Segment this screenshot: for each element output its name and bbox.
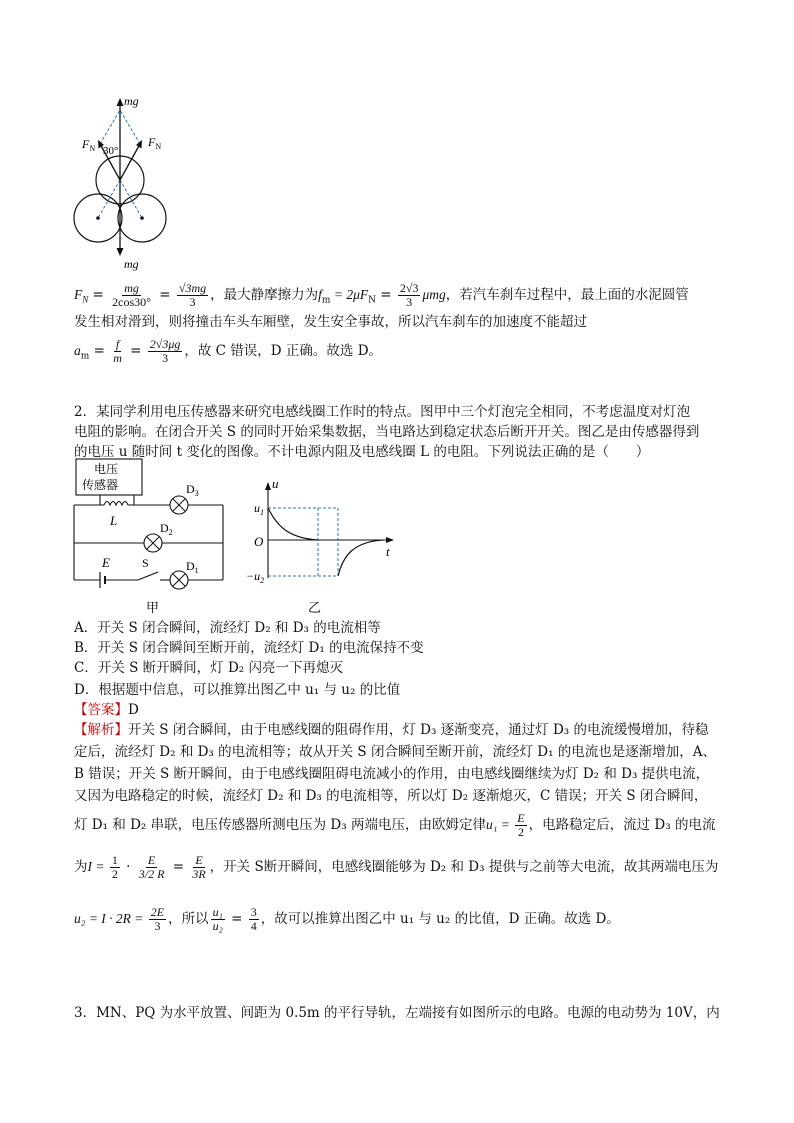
svg-text:S: S <box>142 556 149 570</box>
q3-stem: 3．MN、PQ 为水平放置、间距为 0.5m 的平行导轨，左端接有如图所示的电路。电源的电动势为 10V，内 <box>74 1005 720 1021</box>
curve-opening <box>338 540 383 576</box>
svg-text:O: O <box>254 534 264 549</box>
label-fn-right: $F_N$ <box>148 135 162 151</box>
q2-stem-1: 2．某同学利用电压传感器来研究电感线圈工作时的特点。图甲中三个灯泡完全相同，不考虑温度对灯泡 <box>74 404 691 420</box>
circuit-diagram <box>68 455 243 620</box>
q2-stem-2: 电阻的影响。在闭合开关 S 的同时开始采集数据，当电路达到稳定状态后断开开关。图乙是由传感器得到 <box>74 424 700 440</box>
label-fn-left: $F_N$ <box>82 137 96 153</box>
label-angle: 30° <box>103 145 119 157</box>
part1-line3: $a_m$ = $\frac{f}{m}$ = $\frac{2√3\mu g}{3}$ ，故 C 错误，D 正确。故选 D。 <box>74 337 383 365</box>
option-B[interactable]: B．开关 S 闭合瞬间至断开前，流经灯 D₁ 的电流保持不变 <box>74 640 424 656</box>
analysis-line-2: 定后，流经灯 D₂ 和 D₃ 的电流相等；故从开关 S 闭合瞬间至断开前，流经灯 D₁ 的电流也是逐渐增加，A、 <box>74 744 717 760</box>
label-jia: 甲 <box>146 600 160 615</box>
analysis-line-4: 又因为电路稳定的时候，流经灯 D₂ 和 D₃ 的电流相等，所以灯 D₂ 逐渐熄灭，C 错误；开关 S 闭合瞬间， <box>74 788 708 804</box>
svg-text:D3: $D_3$ <box>186 482 199 498</box>
force-diagram <box>62 90 192 275</box>
label-yi: 乙 <box>308 600 322 615</box>
svg-text:D1: $D_1$ <box>186 559 199 575</box>
inductor-L <box>104 502 128 506</box>
option-A[interactable]: A．开关 S 闭合瞬间，流经灯 D₂ 和 D₃ 的电流相等 <box>74 620 381 636</box>
label-mg-top: mg <box>124 94 139 108</box>
svg-text:E: E <box>102 555 110 570</box>
q2-stem-3: 的电压 u 随时间 t 变化的图像。不计电源内阻及电感线圈 L 的电阻。下列说法正确的是（ ） <box>74 444 650 460</box>
part1-line1: $F_N$ = $\frac{mg}{2\cos 30^\circ}$ = $\frac{√3mg}{3}$ ，最大静摩擦力为$f_m = 2\mu F_N$ = $\frac{2√3}{3}$ μmg，若汽车刹车过程中，最上面的水泥圆管 <box>74 281 689 309</box>
curve-closing <box>268 508 318 540</box>
option-C[interactable]: C．开关 S 断开瞬间，灯 D₂ 闪亮一下再熄灭 <box>74 660 343 676</box>
svg-text:−u2: $-u_2$ <box>246 569 265 585</box>
switch-S <box>138 572 158 580</box>
svg-text:u: u <box>272 476 279 491</box>
svg-text:u1: $u_1$ <box>254 501 264 517</box>
analysis-line-7: u₂ = I · 2R = $\frac{2E}{3}$ ，所以 $\frac{\text{u₁}}{\text{u₂}}$ = $\frac{3}{4}$ ，故可以推算出图乙中 u₁ 与 u₂ 的比值，D 正确。故选 D。 <box>74 905 620 933</box>
ut-graph <box>248 478 398 618</box>
answer-tag: 【答案】 <box>74 702 128 718</box>
option-D[interactable]: D．根据题中信息，可以推算出图乙中 u₁ 与 u₂ 的比值 <box>74 682 401 698</box>
svg-text:D2: $D_2$ <box>160 521 173 537</box>
analysis-line-6: 为I = $\frac{1}{2}$ · $\frac{E}{3/2 R}$ = $\frac{E}{3R}$ ，开关 S断开瞬间，电感线圈能够为 D₂ 和 D₃ 提供与之前等大电流，故其两端电压为 <box>74 853 719 881</box>
analysis-line-1: 【解析】开关 S 闭合瞬间，由于电感线圈的阻碍作用，灯 D₃ 逐渐变亮，通过灯 D₃ 的电流缓慢增加，待稳 <box>74 722 709 738</box>
svg-text:L: L <box>110 513 118 528</box>
part1-line2: 发生相对滑到，则将撞击车头车厢壁，发生安全事故，所以汽车刹车的加速度不能超过 <box>74 314 587 330</box>
analysis-line-5: 灯 D₁ 和 D₂ 串联，电压传感器所测电压为 D₃ 两端电压，由欧姆定律u₁ = $\frac{E}{2}$ ，电路稳定后，流过 D₃ 的电流 <box>74 811 716 839</box>
answer-value: D <box>128 702 139 718</box>
svg-text:t: t <box>386 544 390 559</box>
analysis-line-3: B 错误；开关 S 断开瞬间，由于电感线圈阻碍电流减小的作用，由电感线圈继续为灯 D₂ 和 D₃ 提供电流， <box>74 766 710 782</box>
svg-text:电压: 电压 <box>94 462 119 476</box>
svg-text:传感器: 传感器 <box>82 478 119 492</box>
answer-line <box>74 700 139 720</box>
label-mg-bottom: mg <box>124 257 139 271</box>
